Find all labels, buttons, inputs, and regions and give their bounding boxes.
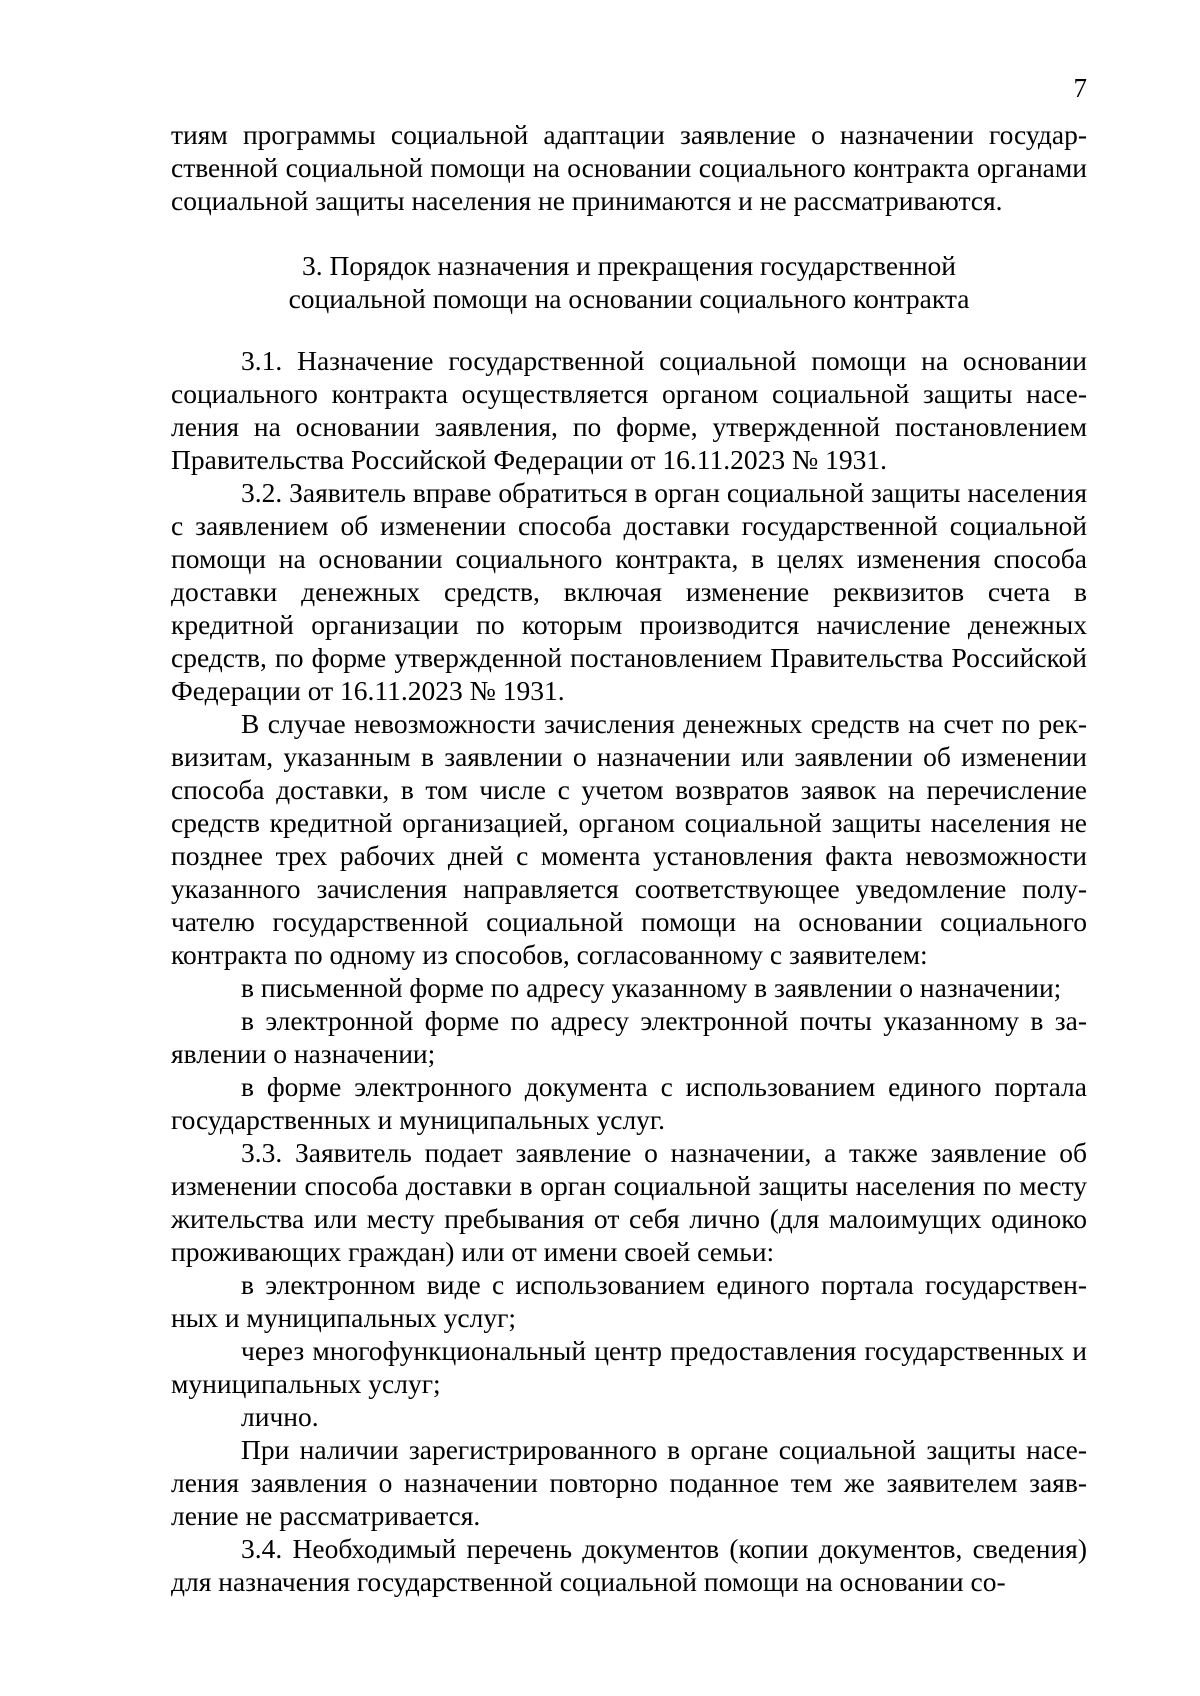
paragraph-3-1: 3.1. Назначение государственной социальной помощи на основании социального контракта осуществляется органом социальной защиты населения на основании заявления, по форме, утвержденной постановлением Правительства Российской Федерации от 16.11.2023 № 1931. — [171, 345, 1087, 475]
list-item-email: в электронной форме по адресу электронной почты указанному в заявлении о назначении; — [171, 1005, 1087, 1069]
list-item-in-person: лично. — [241, 1401, 319, 1432]
section-heading-line-2: социальной помощи на основании социального контракта — [288, 283, 970, 314]
paragraph-3-3: 3.3. Заявитель подает заявление о назначении, а также заявление об изменении способа доставки в орган социальной защиты населения по месту жительства или месту пребывания от себя лично (для малоимущих одиноко проживающих граждан) или от имени своей семьи: — [171, 1137, 1087, 1267]
list-item-electronic: в электронном виде с использованием единого портала государственных и муниципальных услуг; — [171, 1269, 1087, 1333]
list-item-written-form: в письменной форме по адресу указанному в заявлении о назначении; — [241, 972, 1062, 1003]
paragraph-3-4: 3.4. Необходимый перечень документов (копии документов, сведения) для назначения государственной социальной помощи на основании со- — [171, 1533, 1087, 1597]
paragraph-impossibility: В случае невозможности зачисления денежных средств на счет по реквизитам, указанным в заявлении о назначении или заявлении об изменении способа доставки, в том числе с учетом возвратов заявок на перечисление средств кредитной организацией, органом социальной защиты населения не позднее трех рабочих дней с момента установления факта невозможности указанного зачисления направляется соответствующее уведомление получателю государственной социальной помощи на основании социального контракта по одному из способов, согласованному с заявителем: — [171, 708, 1087, 970]
section-heading-line-1: 3. Порядок назначения и прекращения государственной — [302, 250, 956, 281]
document-body — [171, 118, 1087, 1598]
paragraph-3-2: 3.2. Заявитель вправе обратиться в орган социальной защиты населения с заявлением об изменении способа доставки государственной социальной помощи на основании социального контракта, в целях изменения способа доставки денежных средств, включая изменение реквизитов счета в кредитной организации по которым производится начисление денежных средств, по форме утвержденной постановлением Правительства Российской Федерации от 16.11.2023 № 1931. — [171, 477, 1088, 706]
page-number: 7 — [1073, 73, 1087, 103]
paragraph-continuation: тиям программы социальной адаптации заявление о назначении государственной социальной помощи на основании социального контракта органами социальной защиты населения не принимаются и не рассматриваются. — [171, 119, 1087, 216]
section-heading — [171, 249, 1087, 315]
list-item-portal-document: в форме электронного документа с использованием единого портала государственных и муниципальных услуг. — [171, 1071, 1087, 1135]
list-item-mfc: через многофункциональный центр предоставления государственных и муниципальных услуг; — [171, 1335, 1087, 1399]
paragraph-repeat-application: При наличии зарегистрированного в органе социальной защиты населения заявления о назначении повторно поданное тем же заявителем заявление не рассматривается. — [171, 1434, 1087, 1531]
